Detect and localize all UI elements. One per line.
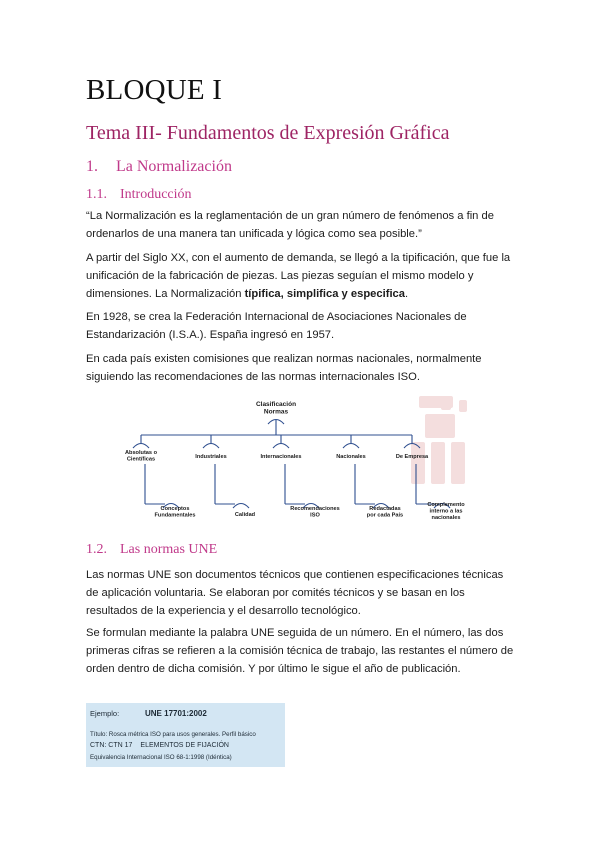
diagram-child-label-line: ISO	[310, 512, 320, 519]
subsection-heading-introduccion	[86, 187, 192, 203]
watermark-block	[441, 400, 451, 410]
paragraph-text: A partir del Siglo XX, con el aumento de demanda, se llegó a la tipificación, que fue la unificación de la fabricación de piezas. Las piezas seguían el mismo modelo y dimensiones. La Normalización	[86, 252, 511, 300]
example-header	[90, 708, 207, 718]
paragraph-text-end: .	[405, 288, 409, 300]
diagram-branch-arc	[273, 444, 289, 449]
watermark-block	[411, 442, 425, 484]
paragraph-une-format: Se formulan mediante la palabra UNE seguida de un número. En el número, las dos primeras cifras se refieren a la comisión técnica de trabajo, las restantes el número de orden dentro de dicha comisión. Y por último le sigue el año de publicación.	[86, 627, 514, 675]
diagram-branch-arc	[203, 444, 219, 449]
watermark-block	[431, 442, 445, 484]
example-label: Ejemplo:	[90, 709, 120, 718]
diagram-category-label-line: De Empresa	[395, 454, 429, 460]
example-ctn-code: CTN: CTN 17	[90, 742, 133, 749]
diagram-root-label	[256, 401, 296, 416]
example-ctn-line	[90, 742, 229, 749]
diagram-root-label-line: Normas	[263, 408, 289, 416]
diagram-child-label-line: Fundamentales	[154, 512, 196, 519]
diagram-child-label-line: Redactadas	[369, 506, 401, 512]
diagram-child-label-line: Recomendaciones	[290, 506, 340, 512]
diagram-category-label	[336, 454, 366, 460]
diagram-child-label-line: nacionales	[431, 515, 461, 522]
paragraph-definition: “La Normalización es la reglamentación de un gran número de fenómenos a fin de ordenarlos de una manera tan unificada y lógica como sea posible.”	[86, 210, 494, 240]
topic-title: Tema III- Fundamentos de Expresión Gráfica	[86, 122, 450, 144]
subsection-number: 1.1.	[86, 187, 107, 202]
diagram-category-label	[396, 454, 429, 460]
classification-diagram	[119, 392, 469, 532]
diagram-child-label	[367, 506, 403, 519]
diagram-child-arc	[233, 504, 249, 509]
diagram-category-label	[125, 450, 158, 463]
diagram-child-label-line: Conceptos	[160, 506, 190, 512]
section-heading-normalizacion	[86, 158, 232, 176]
diagram-branch-arc	[343, 444, 359, 449]
diagram-root-label-line: Clasificación	[255, 401, 297, 408]
watermark-logo	[411, 396, 467, 484]
subsection-heading-normas-une	[86, 542, 217, 558]
subsection-title: Las normas UNE	[120, 542, 218, 557]
diagram-category-label	[195, 454, 226, 460]
section-number: 1.	[86, 158, 98, 175]
diagram-child-label-line: Complemento	[427, 502, 465, 508]
diagram-category-label-line: Internacionales	[260, 454, 302, 460]
diagram-child-label-line: Calidad	[234, 512, 256, 518]
paragraph-tipificacion	[86, 249, 516, 303]
diagram-category-label-line: Industriales	[195, 454, 227, 460]
diagram-child-label	[154, 506, 195, 519]
example-title-line: Título: Rosca métrica ISO para usos generales. Perfil básico	[90, 731, 256, 738]
example-ctn-name: ELEMENTOS DE FIJACIÓN	[140, 742, 229, 749]
section-title: La Normalización	[116, 158, 232, 175]
example-code: UNE 17701:2002	[145, 708, 207, 718]
example-equivalence-line: Equivalencia Internacional ISO 68-1:1998 (Idéntica)	[90, 754, 232, 761]
diagram-category-label-line: Nacionales	[336, 454, 366, 460]
une-example-box	[86, 703, 285, 767]
subsection-title: Introducción	[120, 187, 192, 202]
diagram-child-label	[427, 502, 465, 521]
watermark-block	[425, 414, 455, 438]
block-title: BLOQUE I	[86, 74, 223, 106]
diagram-child-label	[235, 512, 256, 518]
diagram-child-label-line: por cada País	[366, 512, 404, 519]
diagram-child-label	[290, 506, 339, 519]
watermark-block	[451, 442, 465, 484]
paragraph-iso: En cada país existen comisiones que realizan normas nacionales, normalmente siguiendo las recomendaciones de las normas internacionales ISO.	[86, 353, 482, 383]
diagram-branch-arc	[133, 444, 149, 449]
paragraph-isa: En 1928, se crea la Federación Internacional de Asociaciones Nacionales de Estandarización (I.S.A.). España ingresó en 1957.	[86, 311, 467, 341]
bold-emphasis: típifica, simplifica y especifica	[244, 288, 405, 300]
subsection-number: 1.2.	[86, 542, 107, 557]
diagram-category-label	[260, 454, 301, 460]
diagram-child-label-line: interno a las	[429, 508, 463, 515]
diagram-category-label-line: Absolutas o	[124, 450, 158, 456]
watermark-block	[459, 400, 467, 412]
diagram-category-label-line: Científicas	[126, 456, 156, 463]
paragraph-une-definition: Las normas UNE son documentos técnicos que contienen especificaciones técnicas de aplicación voluntaria. Se elaboran por comités técnicos y se basan en los resultados de la experiencia y el desarrollo tecnológico.	[86, 569, 504, 617]
